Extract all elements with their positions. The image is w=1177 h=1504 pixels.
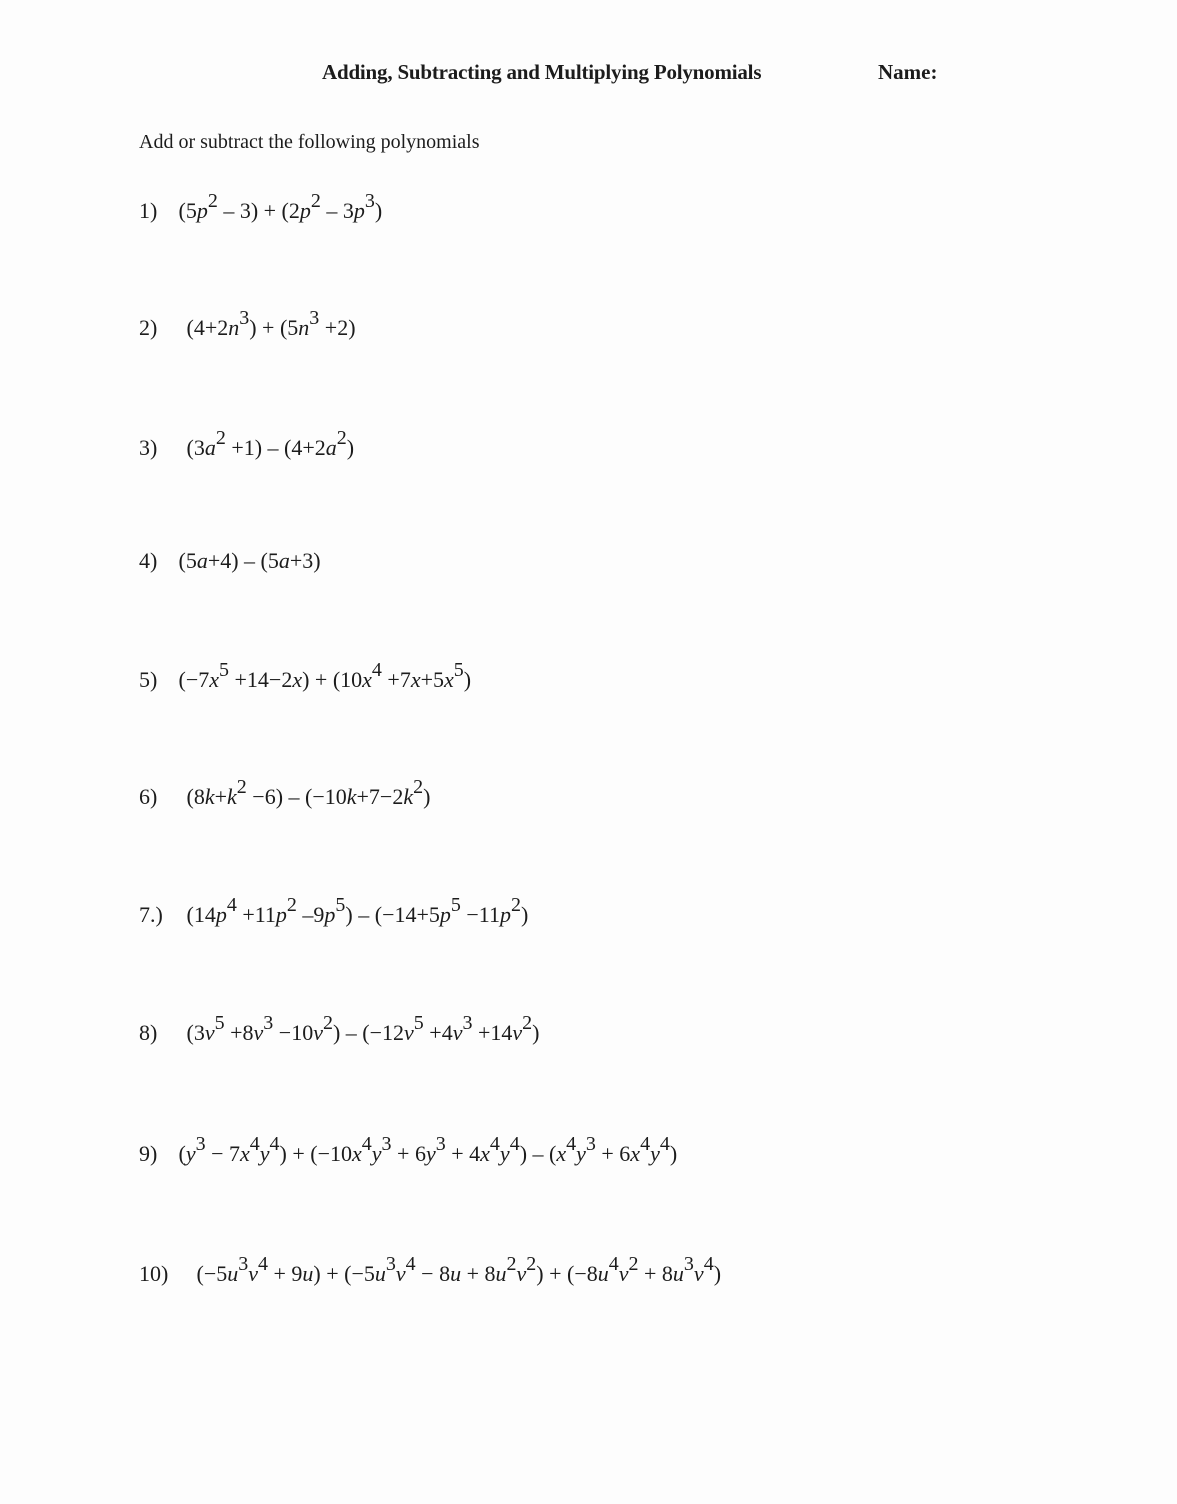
problem-number: 10) <box>139 1261 169 1286</box>
expression-text: (4+2 <box>186 315 229 340</box>
variable: x <box>292 667 303 692</box>
expression-text: – 3) + (2 <box>217 198 300 223</box>
expression-text: +14−2 <box>229 667 293 692</box>
exponent: 2 <box>310 190 321 212</box>
expression-text: +7−2 <box>356 784 404 809</box>
expression-text: −11 <box>460 902 500 927</box>
expression-text: +4 <box>423 1020 453 1045</box>
problem-2 <box>139 307 356 340</box>
exponent: 4 <box>258 1253 268 1275</box>
expression-text: + 4 <box>445 1141 481 1166</box>
exponent: 2 <box>506 1253 517 1275</box>
variable: x <box>240 1141 250 1166</box>
expression-text: ) <box>669 1141 678 1166</box>
expression-text: (−7 <box>178 667 210 692</box>
exponent: 3 <box>263 1012 274 1034</box>
problem-1 <box>139 190 383 223</box>
expression-text: ) + (5 <box>249 315 299 340</box>
problem-number: 2) <box>139 315 158 340</box>
variable: a <box>204 435 216 460</box>
variable: k <box>403 784 414 809</box>
expression-text: ) – (−14+5 <box>345 902 440 927</box>
expression-text: +5 <box>420 667 445 692</box>
exponent: 3 <box>585 1133 596 1155</box>
exponent: 4 <box>226 894 237 916</box>
expression-text: −6) – (−10 <box>246 784 347 809</box>
expression-text: +4) – (5 <box>207 548 279 573</box>
expression-text: (8 <box>186 784 205 809</box>
variable: a <box>196 548 208 573</box>
variable: v <box>618 1261 629 1286</box>
problem-number: 6) <box>139 784 158 809</box>
exponent: 2 <box>322 1012 333 1034</box>
exponent: 4 <box>509 1133 520 1155</box>
instructions-text: Add or subtract the following polynomials <box>139 131 480 153</box>
problem-expression <box>186 427 355 460</box>
problem-expression <box>196 1253 722 1286</box>
exponent: 4 <box>566 1133 577 1155</box>
exponent: 4 <box>640 1133 651 1155</box>
variable: x <box>444 667 454 692</box>
expression-text: ) <box>463 667 472 692</box>
variable: v <box>452 1020 463 1045</box>
problem-5 <box>139 659 472 692</box>
exponent: 5 <box>413 1012 424 1034</box>
exponent: 4 <box>269 1133 280 1155</box>
expression-text: + 6 <box>595 1141 631 1166</box>
exponent: 4 <box>489 1133 500 1155</box>
problem-expression <box>179 550 321 572</box>
expression-text: (5 <box>178 548 197 573</box>
variable: p <box>299 198 311 223</box>
name-label: Name: <box>878 60 938 84</box>
exponent: 2 <box>207 190 218 212</box>
variable: x <box>410 667 421 692</box>
variable: u <box>672 1261 684 1286</box>
variable: k <box>204 784 215 809</box>
exponent: 2 <box>628 1253 639 1275</box>
problem-9 <box>139 1133 678 1166</box>
problem-expression <box>186 776 431 809</box>
variable: x <box>352 1141 362 1166</box>
variable: u <box>302 1261 314 1286</box>
variable: u <box>374 1261 386 1286</box>
expression-text: (3 <box>186 1020 205 1045</box>
exponent: 3 <box>381 1133 392 1155</box>
expression-text: ( <box>178 1141 186 1166</box>
variable: x <box>362 667 372 692</box>
variable: n <box>298 315 310 340</box>
variable: p <box>196 198 208 223</box>
variable: v <box>512 1020 523 1045</box>
variable: v <box>395 1261 406 1286</box>
problem-number: 7.) <box>139 902 163 927</box>
problem-expression <box>186 1012 540 1045</box>
expression-text: ) <box>713 1261 722 1286</box>
exponent: 3 <box>683 1253 694 1275</box>
exponent: 3 <box>364 190 375 212</box>
problem-number: 4) <box>139 548 158 573</box>
expression-text: +7 <box>381 667 411 692</box>
problem-expression <box>178 190 383 223</box>
problem-10 <box>139 1253 722 1286</box>
exponent: 5 <box>453 659 464 681</box>
expression-text: ) – (−12 <box>332 1020 405 1045</box>
variable: y <box>185 1141 196 1166</box>
exponent: 2 <box>215 427 226 449</box>
expression-text: + <box>214 784 228 809</box>
variable: y <box>425 1141 436 1166</box>
exponent: 3 <box>435 1133 446 1155</box>
problem-expression <box>186 894 529 927</box>
expression-text: − 7 <box>205 1141 241 1166</box>
exponent: 4 <box>405 1253 416 1275</box>
expression-text: ) + (−10 <box>279 1141 353 1166</box>
variable: x <box>556 1141 567 1166</box>
expression-text: (−5 <box>196 1261 228 1286</box>
expression-text: +14 <box>472 1020 513 1045</box>
exponent: 5 <box>219 659 229 681</box>
exponent: 3 <box>195 1133 206 1155</box>
expression-text: ) + (−8 <box>536 1261 598 1286</box>
variable: u <box>227 1261 239 1286</box>
variable: u <box>495 1261 507 1286</box>
expression-text: +3) <box>289 548 321 573</box>
expression-text: ) <box>520 902 529 927</box>
expression-text: + 9 <box>268 1261 303 1286</box>
expression-text: + 8 <box>638 1261 673 1286</box>
variable: v <box>253 1020 264 1045</box>
exponent: 3 <box>238 1253 249 1275</box>
problem-3 <box>139 427 355 460</box>
variable: x <box>480 1141 490 1166</box>
expression-text: + 6 <box>391 1141 426 1166</box>
problem-number: 3) <box>139 435 158 460</box>
expression-text: –9 <box>296 902 325 927</box>
expression-text: ) <box>346 435 355 460</box>
problem-number: 9) <box>139 1141 158 1166</box>
expression-text: +8 <box>224 1020 254 1045</box>
variable: v <box>516 1261 527 1286</box>
variable: p <box>215 902 227 927</box>
problem-number: 1) <box>139 198 158 223</box>
expression-text: +2) <box>319 315 356 340</box>
exponent: 3 <box>385 1253 396 1275</box>
exponent: 4 <box>249 1133 260 1155</box>
problem-6 <box>139 776 431 809</box>
exponent: 2 <box>526 1253 537 1275</box>
exponent: 3 <box>462 1012 473 1034</box>
problem-expression <box>186 307 356 340</box>
problem-number: 8) <box>139 1020 158 1045</box>
exponent: 2 <box>336 427 347 449</box>
exponent: 5 <box>450 894 461 916</box>
variable: u <box>597 1261 609 1286</box>
variable: a <box>325 435 337 460</box>
problem-number: 5) <box>139 667 158 692</box>
variable: p <box>353 198 365 223</box>
exponent: 4 <box>361 1133 372 1155</box>
exponent: 3 <box>239 307 250 329</box>
variable: y <box>650 1141 660 1166</box>
variable: v <box>248 1261 258 1286</box>
problem-expression <box>178 1133 678 1166</box>
problem-4 <box>139 550 321 572</box>
variable: p <box>324 902 336 927</box>
exponent: 3 <box>309 307 320 329</box>
variable: y <box>576 1141 586 1166</box>
problem-7 <box>139 894 529 927</box>
expression-text: − 8 <box>415 1261 451 1286</box>
exponent: 4 <box>659 1133 670 1155</box>
exponent: 4 <box>703 1253 714 1275</box>
worksheet-title: Adding, Subtracting and Multiplying Polynomials <box>322 60 762 84</box>
expression-text: ) – ( <box>519 1141 557 1166</box>
exponent: 2 <box>510 894 521 916</box>
expression-text: (14 <box>186 902 216 927</box>
exponent: 2 <box>286 894 297 916</box>
variable: k <box>346 784 357 809</box>
expression-text: + 8 <box>461 1261 496 1286</box>
exponent: 5 <box>335 894 346 916</box>
variable: p <box>275 902 287 927</box>
variable: y <box>371 1141 382 1166</box>
variable: p <box>439 902 451 927</box>
variable: v <box>404 1020 414 1045</box>
variable: u <box>450 1261 462 1286</box>
exponent: 4 <box>608 1253 619 1275</box>
variable: y <box>499 1141 510 1166</box>
expression-text: ) <box>374 198 383 223</box>
problem-expression <box>178 659 472 692</box>
expression-text: ) + (−5 <box>313 1261 375 1286</box>
variable: v <box>313 1020 323 1045</box>
variable: x <box>630 1141 641 1166</box>
variable: p <box>499 902 511 927</box>
exponent: 4 <box>371 659 382 681</box>
exponent: 2 <box>413 776 424 798</box>
expression-text: +11 <box>236 902 276 927</box>
variable: x <box>209 667 219 692</box>
expression-text: −10 <box>273 1020 314 1045</box>
expression-text: +1) – (4+2 <box>225 435 326 460</box>
exponent: 2 <box>236 776 247 798</box>
variable: k <box>227 784 237 809</box>
variable: a <box>278 548 290 573</box>
expression-text: (3 <box>186 435 205 460</box>
exponent: 2 <box>522 1012 533 1034</box>
expression-text: ) + (10 <box>302 667 363 692</box>
variable: y <box>259 1141 270 1166</box>
expression-text: ) <box>423 784 431 809</box>
expression-text: ) <box>532 1020 540 1045</box>
variable: v <box>204 1020 215 1045</box>
expression-text: (5 <box>178 198 197 223</box>
expression-text: – 3 <box>320 198 354 223</box>
exponent: 5 <box>214 1012 225 1034</box>
variable: n <box>228 315 240 340</box>
variable: v <box>693 1261 704 1286</box>
problem-8 <box>139 1012 540 1045</box>
